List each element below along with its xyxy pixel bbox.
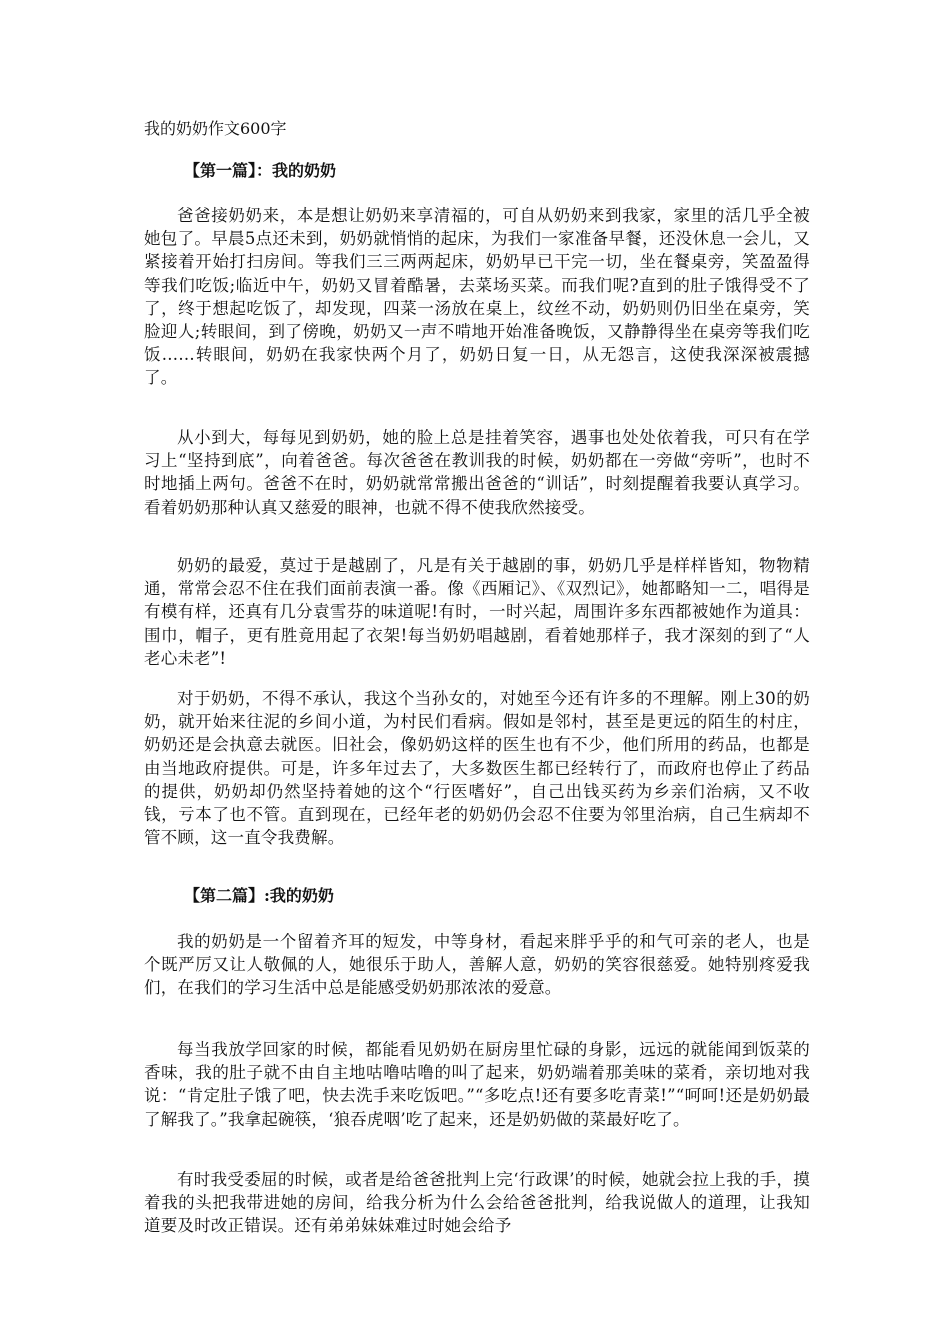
section-2-paragraph-3: 有时我受委屈的时候，或者是给爸爸批判上完‘行政课’的时候，她就会拉上我的手，摸着我的头把我带进她的房间，给我分析为什么会给爸爸批判，给我说做人的道理，让我知道要及时改正错误。还有弟弟妹妹难过时她会给予 <box>144 1170 810 1236</box>
section-1-paragraph-3: 奶奶的最爱，莫过于是越剧了，凡是有关于越剧的事，奶奶几乎是样样皆知，物物精通，常常会忍不住在我们面前表演一番。像《西厢记》、《双烈记》，她都略知一二，唱得是有模有样，还真有几分袁雪芬的味道呢!有时，一时兴起，周围许多东西都被她作为道具：围巾，帽子，更有胜竟用起了衣架!每当奶奶唱越剧，看着她那样子，我才深刻的到了“人老心未老”! <box>144 556 810 668</box>
section-1-paragraph-2: 从小到大，每每见到奶奶，她的脸上总是挂着笑容，遇事也处处依着我，可只有在学习上“坚持到底”，向着爸爸。每次爸爸在教训我的时候，奶奶都在一旁做“旁听”，也时不时地插上两句。爸爸不在时，奶奶就常常搬出爸爸的“训话”，时刻提醒着我要认真学习。看着奶奶那种认真又慈爱的眼神，也就不得不使我欣然接受。 <box>144 428 810 517</box>
section-2-paragraph-1: 我的奶奶是一个留着齐耳的短发，中等身材，看起来胖乎乎的和气可亲的老人，也是个既严厉又让人敬佩的人，她很乐于助人，善解人意，奶奶的笑容很慈爱。她特别疼爱我们，在我们的学习生活中总是能感受奶奶那浓浓的爱意。 <box>144 932 810 998</box>
section-1-paragraph-1: 爸爸接奶奶来，本是想让奶奶来享清福的，可自从奶奶来到我家，家里的活几乎全被她包了。早晨5点还未到，奶奶就悄悄的起床，为我们一家准备早餐，还没休息一会儿，又紧接着开始打扫房间。等我们三三两两起床，奶奶早已干完一切，坐在餐桌旁，笑盈盈得等我们吃饭;临近中午，奶奶又冒着酷暑，去菜场买菜。而我们呢?直到的肚子饿得受不了了，终于想起吃饭了，却发现，四菜一汤放在桌上，纹丝不动，奶奶则仍旧坐在桌旁，笑脸迎人;转眼间，到了傍晚，奶奶又一声不啃地开始准备晚饭，又静静得坐在桌旁等我们吃饭……转眼间，奶奶在我家快两个月了，奶奶日复一日，从无怨言，这使我深深被震撼了。 <box>144 206 810 388</box>
section-2-paragraph-2: 每当我放学回家的时候，都能看见奶奶在厨房里忙碌的身影，远远的就能闻到饭菜的香味，我的肚子就不由自主地咕噜咕噜的叫了起来，奶奶端着那美味的菜肴，亲切地对我说：“肯定肚子饿了吧，快去洗手来吃饭吧。”“多吃点!还有要多吃青菜!”“呵呵!还是奶奶最了解我了。”我拿起碗筷，‘狼吞虎咽’吃了起来，还是奶奶做的菜最好吃了。 <box>144 1040 810 1129</box>
section-1-paragraph-4: 对于奶奶，不得不承认，我这个当孙女的，对她至今还有许多的不理解。刚上30的奶奶，就开始来往泥的乡间小道，为村民们看病。假如是邻村，甚至是更远的陌生的村庄，奶奶还是会执意去就医。旧社会，像奶奶这样的医生也有不少，他们所用的药品，也都是由当地政府提供。可是，许多年过去了，大多数医生都已经转行了，而政府也停止了药品的提供，奶奶却仍然坚持着她的这个“行医嗜好”，自己出钱买药为乡亲们治病，又不收钱，亏本了也不管。直到现在，已经年老的奶奶仍会忍不住要为邻里治病，自己生病却不管不顾，这一直令我费解。 <box>144 689 810 848</box>
section-heading-2: 【第二篇】:我的奶奶 <box>184 886 334 905</box>
section-heading-1: 【第一篇】：我的奶奶 <box>184 161 337 180</box>
document-title: 我的奶奶作文600字 <box>144 119 287 138</box>
